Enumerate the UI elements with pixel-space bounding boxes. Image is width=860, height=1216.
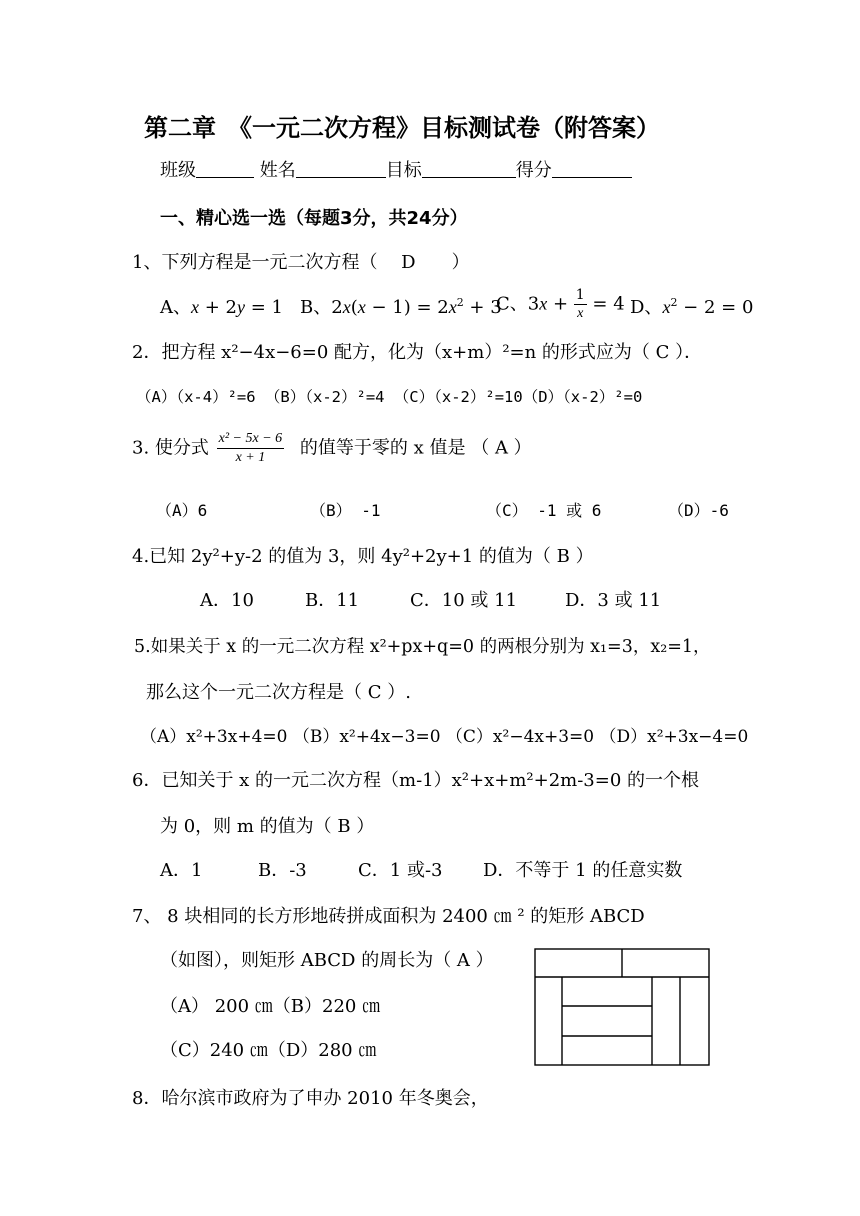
goal-blank [422,159,516,178]
q4-option-d: D．3 或 11 [565,590,662,611]
tile-rectangle-figure [534,948,710,1066]
q3-denominator: x + 1 [235,450,266,465]
q3-option-c: （C） -1 或 6 [486,501,602,520]
q1-option-a-label: A、 [160,297,191,318]
q3-suffix: 的值等于零的 x 值是 （ A ） [299,437,532,459]
q1-c-fraction: $\frac{1}{x}$ [575,287,585,321]
name-blank [296,159,386,178]
q3-prefix: 3. 使分式 [132,437,209,459]
class-blank [196,159,254,178]
q4-option-b: B．11 [305,590,360,611]
q7-stem-line1: 7、 8 块相同的长方形地砖拼成面积为 2400 ㎝ ² 的矩形 ABCD [132,906,645,927]
goal-label: 目标 [385,160,422,181]
q3-option-d: （D）-6 [668,501,729,520]
q6-option-b: B．-3 [258,860,307,881]
header-fields [160,158,632,184]
q3-option-a: （A）6 [156,501,208,520]
q4-option-c: C．10 或 11 [410,590,518,611]
q3-fraction [217,430,285,467]
q4-option-a: A．10 [200,590,254,611]
q5-stem-line2: 那么这个一元二次方程是（ C ）. [146,682,411,703]
q8-stem: 8．哈尔滨市政府为了申办 2010 年冬奥会， [132,1088,489,1109]
q6-stem-line1: 6．已知关于 x 的一元二次方程（m-1）x²+x+m²+2m-3=0 的一个根 [132,770,700,791]
q1-option-a: A、x + 2y = 1 [160,297,283,318]
score-label: 得分 [515,160,552,181]
q4-stem: 4.已知 2y²+y-2 的值为 3，则 4y²+2y+1 的值为（ B ） [132,546,594,567]
q6-option-c: C．1 或-3 [358,860,443,881]
q1-option-d: D、$x^2 - 2 = 0$ [630,296,754,318]
q6-stem-line2: 为 0，则 m 的值为（ B ） [160,816,375,837]
q7-options-line1: （A） 200 ㎝（B）220 ㎝ [160,996,381,1017]
q7-stem-line2: （如图），则矩形 ABCD 的周长为（ A ） [160,950,494,971]
q1-option-d-label: D、 [630,297,663,318]
q3-stem [132,430,532,467]
q5-stem-line1: 5.如果关于 x 的一元二次方程 x²+px+q=0 的两根分别为 x₁=3，x₂=1， [134,637,711,657]
section-heading: 一、精心选一选（每题3分，共24分） [160,208,468,229]
class-label: 班级 [160,160,196,181]
q1-option-b-label: B、 [300,297,332,318]
q1-option-b: B、$2x(x - 1) = 2x^2 + 3$ [300,296,502,318]
q5-options: （A）x²+3x+4=0 （B）x²+4x−3=0 （C）x²−4x+3=0 （D）x²+3x−4=0 [140,727,749,747]
q6-option-d: D．不等于 1 的任意实数 [483,860,683,881]
q7-options-line2: （C）240 ㎝（D）280 ㎝ [160,1040,377,1061]
page-title: 第二章 《一元二次方程》目标测试卷（附答案） [144,114,660,142]
q3-option-b: （B） -1 [310,501,381,520]
q2-stem: 2．把方程 x²−4x−6=0 配方，化为（x+m）²=n 的形式应为（ C ）． [132,342,703,363]
q3-numerator: x² − 5x − 6 [217,430,285,449]
q6-option-a: A．1 [160,860,203,881]
q1-stem: 1、下列方程是一元二次方程（ D ） [132,252,470,273]
q1-option-c-label: C、 [496,293,528,315]
name-label: 姓名 [259,160,296,181]
q1-option-c: C、3x + $\frac{1}{x}$ = 4 [496,287,625,321]
q2-options: （A）（x-4）²=6 （B）（x-2）²=4 （C）（x-2）²=10（D）（x-2）²=0 [136,388,643,406]
score-blank [552,159,632,178]
